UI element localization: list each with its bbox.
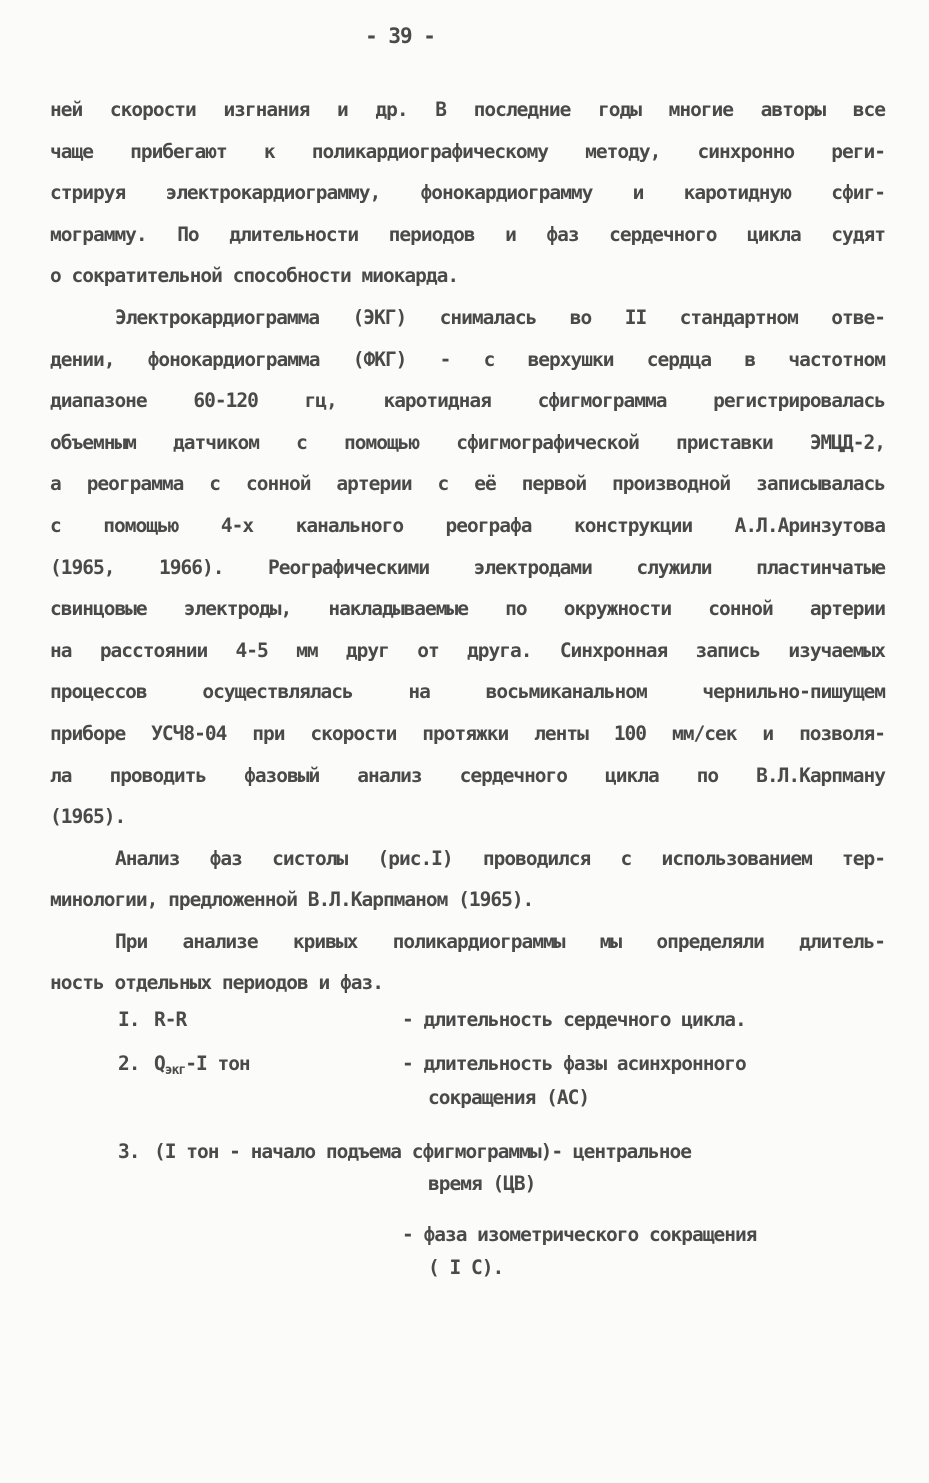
paragraph-1-line-3: стрируя электрокардиограмму, фонокардиограмму и каротидную сфиг- — [50, 181, 885, 205]
list-item-3-continued-3 — [50, 1256, 885, 1294]
list-item-2-number: 2. — [118, 1052, 140, 1075]
paragraph-3-line-2: минологии, предложенной В.Л.Карпманом (1965). — [50, 888, 534, 912]
list-item-2-label — [154, 1052, 250, 1078]
paragraph-2-line-12: ла проводить фазовый анализ сердечного цикла по В.Л.Карпману — [50, 763, 885, 787]
list-item-3-continued-1 — [50, 1172, 885, 1210]
body-text — [50, 89, 885, 1004]
paragraph-3-line-1: Анализ фаз систолы (рис.I) проводился с использованием тер- — [115, 846, 885, 870]
list-item-2 — [50, 1052, 885, 1090]
list-item-3-text-line-2: время (ЦВ) — [428, 1172, 536, 1195]
paragraph-4-line-1: При анализе кривых поликардиограммы мы определяли длитель- — [115, 929, 885, 953]
paragraph-2-line-2: дении, фонокардиограмма (ФКГ) - с верхушки сердца в частотном — [50, 347, 885, 371]
list-item-2-label-main: Q — [154, 1052, 165, 1075]
paragraph-2-line-13: (1965). — [50, 805, 126, 829]
paragraph-2-line-6: с помощью 4-х канального реографа конструкции А.Л.Аринзутова — [50, 513, 885, 537]
paragraph-2-line-4: объемным датчиком с помощью сфигмографической приставки ЭМЦД-2, — [50, 430, 885, 454]
paragraph-1-line-1: ней скорости изгнания и др. В последние годы многие авторы все — [50, 98, 885, 121]
list-item-1 — [50, 1008, 885, 1046]
list-item-3-text-line-4: ( I C). — [428, 1256, 504, 1279]
paragraph-4-line-2: ность отдельных периодов и фаз. — [50, 971, 383, 995]
list-item-1-description: - длительность сердечного цикла. — [402, 1008, 746, 1031]
paragraph-1-line-4: мограмму. По длительности периодов и фаз сердечного цикла судят — [50, 222, 885, 246]
paragraph-2-line-8: свинцовые электроды, накладываемые по окружности сонной артерии — [50, 597, 885, 621]
page-number: - 39 - — [365, 24, 435, 48]
paragraph-2-line-1: Электрокардиограмма (ЭКГ) снималась во II стандартном отве- — [115, 305, 885, 329]
list-item-2-continued — [50, 1086, 885, 1124]
list-item-1-label: R-R — [154, 1008, 187, 1031]
list-item-3-number: 3. — [118, 1140, 140, 1163]
list-item-2-description-line-1: - длительность фазы асинхронного — [402, 1052, 746, 1075]
paragraph-2-line-11: приборе УСЧ8-04 при скорости протяжки ленты 100 мм/сек и позволя- — [50, 721, 885, 745]
paragraph-2-line-7: (1965, 1966). Реографическими электродами служили пластинчатые — [50, 555, 885, 579]
list-item-2-description-line-2: сокращения (АС) — [428, 1086, 590, 1109]
paragraph-2-line-5: а реограмма с сонной артерии с её первой производной записывалась — [50, 472, 885, 496]
list-item-1-number: I. — [118, 1008, 140, 1031]
list-item-2-label-sub: экг — [164, 1063, 186, 1078]
list-item-3-text-line-1: (I тон - начало подъема сфигмограммы)- центральное — [154, 1140, 691, 1163]
definition-list — [50, 1008, 885, 1279]
paragraph-1-line-5: о сократительной способности миокарда. — [50, 264, 459, 288]
paragraph-2-line-3: диапазоне 60-120 гц, каротидная сфигмограмма регистрировалась — [50, 389, 885, 413]
paragraph-2-line-10: процессов осуществлялась на восьмиканальном чернильно-пишущем — [50, 680, 885, 704]
list-item-2-label-rest: -I тон — [185, 1052, 250, 1075]
paragraph-1-line-2: чаще прибегают к поликардиографическому методу, синхронно реги- — [50, 139, 885, 163]
paragraph-2-line-9: на расстоянии 4-5 мм друг от друга. Синхронная запись изучаемых — [50, 638, 885, 662]
list-item-3-text-line-3: - фаза изометрического сокращения — [402, 1223, 757, 1246]
